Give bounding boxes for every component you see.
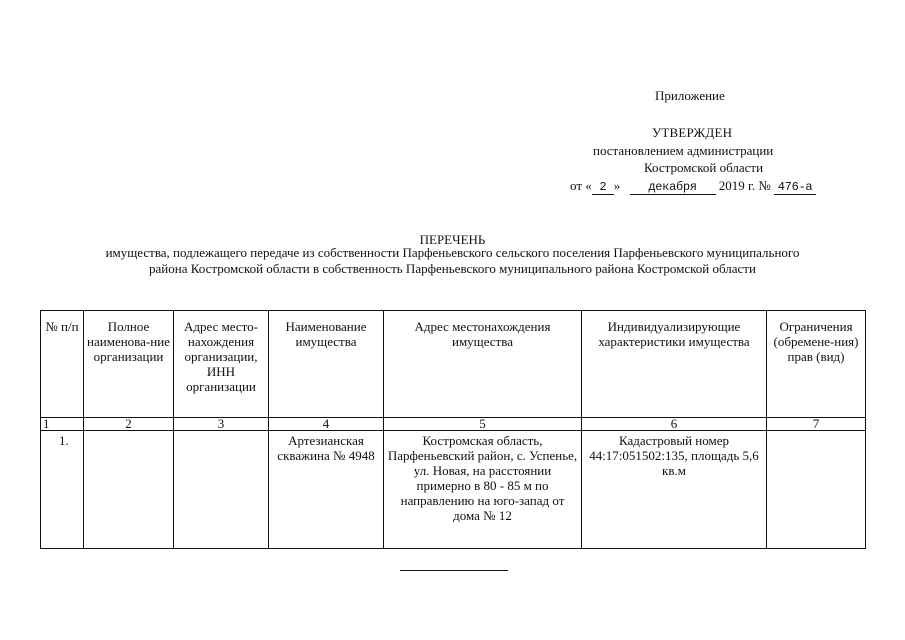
column-number-row: [41, 418, 866, 431]
column-header: Индивидуализирующие характеристики имущества: [582, 311, 767, 418]
restrictions-cell: [767, 431, 866, 549]
row-number: 1.: [41, 431, 84, 549]
column-number: 5: [384, 418, 582, 431]
column-number: 2: [84, 418, 174, 431]
table-row: [41, 431, 866, 549]
resolution-label: постановлением администрации: [593, 143, 774, 158]
property-name-cell: Артезианская скважина № 4948: [269, 431, 384, 549]
column-number: 4: [269, 418, 384, 431]
date-day: 2: [592, 181, 614, 195]
org-name-cell: [84, 431, 174, 549]
date-month: декабря: [630, 181, 716, 195]
approval-date-line: [570, 178, 816, 195]
document-title: ПЕРЕЧЕНЬ: [419, 232, 486, 247]
column-header: Полное наименова-ние организации: [84, 311, 174, 418]
column-number: 1: [41, 418, 84, 431]
region-label: Костромской области: [644, 160, 764, 175]
column-header: Ограничения (обремене-ния) прав (вид): [767, 311, 866, 418]
column-number: 6: [582, 418, 767, 431]
column-header: № п/п: [41, 311, 84, 418]
column-number: 3: [174, 418, 269, 431]
column-number: 7: [767, 418, 866, 431]
characteristics-cell: Кадастровый номер 44:17:051502:135, площадь 5,6 кв.м: [582, 431, 767, 549]
column-header: Адрес место-нахождения организации, ИНН организации: [174, 311, 269, 418]
document-description: имущества, подлежащего передаче из собственности Парфеньевского сельского поселения Парфеньевского муниципального района Костромской области в собственность Парфеньевского муниципального района Костромской области: [105, 245, 800, 276]
date-year: 2019 г. №: [718, 178, 771, 193]
property-table: [40, 310, 866, 549]
column-header: Наименование имущества: [269, 311, 384, 418]
document-number: 476-а: [774, 181, 816, 195]
date-prefix: от «: [570, 178, 592, 193]
approved-label: УТВЕРЖДЕН: [652, 125, 733, 140]
column-header: Адрес местонахождения имущества: [384, 311, 582, 418]
property-address-cell: Костромская область, Парфеньевский район, с. Успенье, ул. Новая, на расстоянии примерно в 80 - 85 м по направлению на юго-запад от дома № 12: [384, 431, 582, 549]
appendix-label: Приложение: [655, 88, 725, 103]
date-quote-close: »: [613, 178, 621, 193]
table-header-row: [41, 311, 866, 418]
bottom-divider: [400, 570, 508, 571]
org-address-cell: [174, 431, 269, 549]
